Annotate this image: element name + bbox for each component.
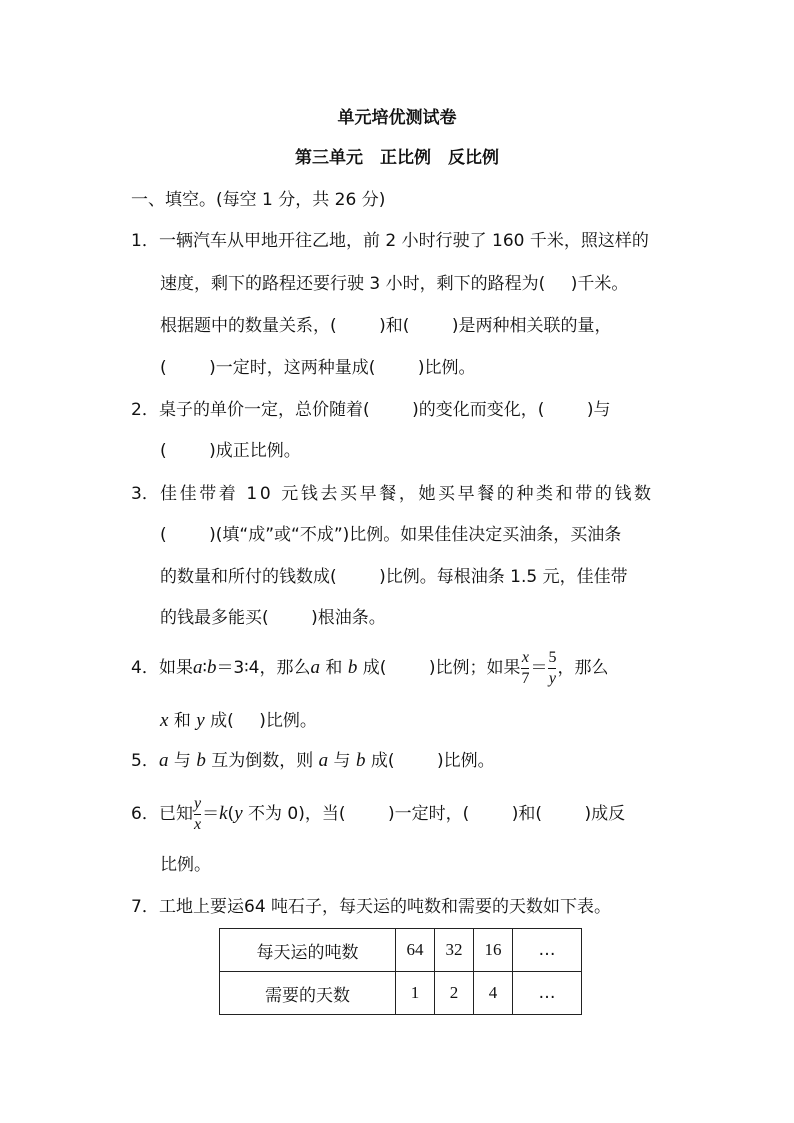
table-row — [220, 972, 582, 1015]
data-table — [219, 928, 582, 1015]
var-y: y — [196, 710, 205, 731]
var-y: y — [234, 803, 243, 824]
ratio-colon: ∶ — [202, 658, 207, 678]
table-row — [220, 929, 582, 972]
var-b: b — [355, 750, 366, 771]
text-run: ＝3∶4，那么 — [216, 658, 311, 678]
fraction-denominator: 7 — [521, 669, 530, 687]
question-number: 6． — [131, 804, 159, 824]
equals-sign: ＝ — [530, 658, 548, 678]
var-a: a — [159, 750, 169, 771]
fraction-bar — [548, 668, 556, 669]
section-heading: 一、填空。(每空 1 分，共 26 分) — [131, 190, 386, 210]
text-run: 如果 — [159, 658, 193, 678]
question-text — [159, 646, 608, 690]
table-row-header: 需要的天数 — [220, 972, 396, 1015]
table-cell: 2 — [435, 972, 474, 1015]
text-run: ( — [227, 804, 235, 824]
question-text: ( )成正比例。 — [160, 441, 301, 461]
fraction-denominator: y — [548, 669, 557, 687]
text-run: ，那么 — [557, 658, 609, 678]
fraction-5-over-y — [548, 650, 556, 687]
question-number: 1． — [131, 231, 159, 251]
table-row-header: 每天运的吨数 — [220, 929, 396, 972]
fraction-y-over-x — [194, 796, 201, 833]
fraction-x-over-7 — [521, 650, 529, 687]
var-a: a — [310, 657, 320, 678]
question-text: 根据题中的数量关系，( )和( )是两种相关联的量， — [160, 316, 612, 336]
question-text — [160, 711, 317, 730]
fraction-numerator: y — [194, 794, 202, 812]
text-run: 和 — [320, 658, 348, 678]
question-text: 比例。 — [160, 855, 211, 875]
question-text: 的数量和所付的钱数成( )比例。每根油条 1.5 元，佳佳带 — [160, 567, 628, 587]
fraction-bar — [521, 668, 529, 669]
var-b: b — [196, 750, 206, 771]
fraction-bar — [194, 814, 201, 815]
table-cell: 64 — [396, 929, 435, 972]
table-cell: … — [513, 929, 582, 972]
question-text: ( )一定时，这两种量成( )比例。 — [160, 358, 476, 378]
text-run: 已知 — [159, 804, 193, 824]
var-b: b — [347, 657, 358, 678]
page-title: 单元培优测试卷 — [337, 108, 457, 128]
question-text: 佳佳带着 10 元钱去买早餐，她买早餐的种类和带的钱数 — [160, 484, 654, 504]
question-number: 3． — [131, 484, 159, 504]
table-cell: 32 — [435, 929, 474, 972]
text-run: ＝ — [202, 804, 220, 824]
var-a: a — [193, 657, 203, 678]
text-run: 不为 0)，当( )一定时，( )和( )成反 — [242, 804, 626, 824]
var-x: x — [160, 710, 169, 731]
question-number: 7． — [131, 897, 159, 917]
table-cell: … — [513, 972, 582, 1015]
question-number: 5． — [131, 751, 159, 771]
text-run: 和 — [168, 711, 197, 731]
question-text: 桌子的单价一定，总价随着( )的变化而变化，( )与 — [159, 400, 611, 420]
question-number: 2． — [131, 400, 159, 420]
question-text: 工地上要运64 吨石子，每天运的吨数和需要的天数如下表。 — [159, 897, 612, 917]
fraction-denominator: x — [194, 815, 202, 833]
table-cell: 1 — [396, 972, 435, 1015]
text-run: 成( )比例。 — [365, 751, 495, 771]
text-run: 成( )比例；如果 — [357, 658, 521, 678]
text-run: 与 — [168, 751, 197, 771]
question-text — [159, 792, 625, 836]
var-b: b — [206, 657, 217, 678]
question-text: ( )(填“成”或“不成”)比例。如果佳佳决定买油条，买油条 — [160, 525, 622, 545]
table-cell: 4 — [474, 972, 513, 1015]
var-k: k — [219, 803, 228, 824]
fraction-numerator: 5 — [548, 648, 557, 666]
unit-subtitle: 第三单元 正比例 反比例 — [295, 148, 499, 168]
text-run: 互为倒数，则 — [205, 751, 319, 771]
text-run: 成( )比例。 — [204, 711, 317, 731]
text-run: 与 — [328, 751, 356, 771]
question-text — [159, 751, 495, 770]
var-a: a — [318, 750, 329, 771]
question-text: 的钱最多能买( )根油条。 — [160, 608, 386, 628]
question-text: 速度，剩下的路程还要行驶 3 小时，剩下的路程为( )千米。 — [160, 274, 629, 294]
fraction-numerator: x — [521, 648, 530, 666]
question-text: 一辆汽车从甲地开往乙地，前 2 小时行驶了 160 千米，照这样的 — [159, 231, 649, 251]
table-cell: 16 — [474, 929, 513, 972]
question-number: 4． — [131, 658, 159, 678]
